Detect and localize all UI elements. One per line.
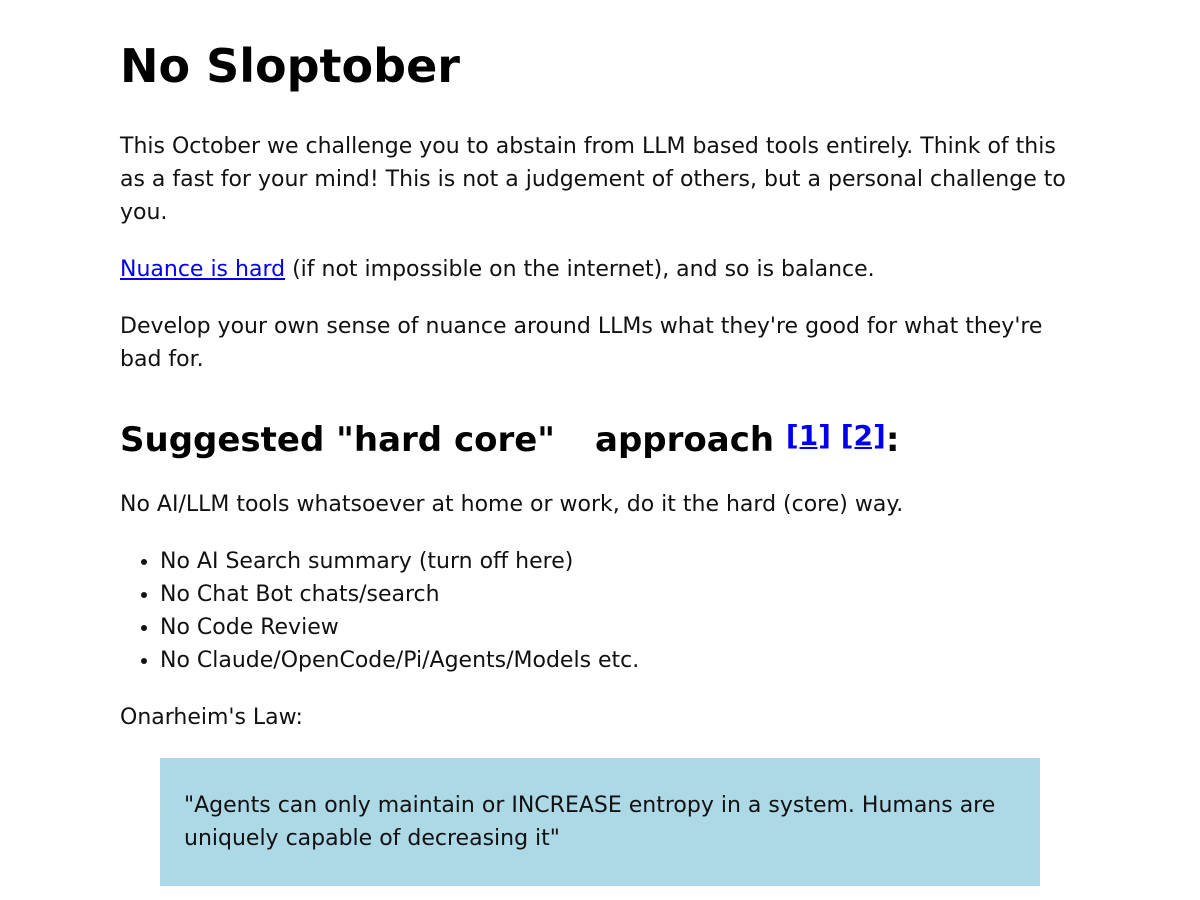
- develop-paragraph: Develop your own sense of nuance around LLMs what they're good for what they're bad for.: [120, 314, 1043, 372]
- nuance-paragraph: [120, 253, 1080, 286]
- reference-links: [786, 419, 886, 452]
- law-label: Onarheim's Law:: [120, 705, 303, 730]
- approach-heading-part1: Suggested "hard core": [120, 420, 556, 460]
- tools-paragraph: No AI/LLM tools whatsoever at home or work, do it the hard (core) way.: [120, 492, 904, 517]
- nuance-paragraph-text: (if not impossible on the internet), and so is balance.: [285, 257, 875, 282]
- rules-list: [120, 545, 1080, 677]
- reference-link-1[interactable]: [1]: [785, 419, 831, 452]
- list-item: • No Claude/OpenCode/Pi/Agents/Models etc.: [160, 644, 1080, 677]
- nuance-is-hard-link[interactable]: Nuance is hard: [120, 257, 286, 282]
- approach-heading-part2: approach: [595, 420, 786, 460]
- reference-link-2[interactable]: [2]: [840, 419, 886, 452]
- list-item: • No Chat Bot chats/search: [160, 578, 1080, 611]
- law-quote-block: [160, 758, 1040, 886]
- list-item: • No AI Search summary (turn off here): [160, 545, 1080, 578]
- approach-heading-colon: :: [885, 420, 900, 460]
- page-content: [120, 0, 1080, 886]
- intro-paragraph: This October we challenge you to abstain from LLM based tools entirely. Think of this as a fast for your mind! This is not a judgement of others, but a personal challenge to you.: [120, 134, 1066, 225]
- list-item: • No Code Review: [160, 611, 1080, 644]
- page-title: No Sloptober: [120, 39, 460, 93]
- law-quote-text: "Agents can only maintain or INCREASE entropy in a system. Humans are uniquely capable of decreasing it": [184, 793, 996, 851]
- approach-heading: [120, 418, 1080, 462]
